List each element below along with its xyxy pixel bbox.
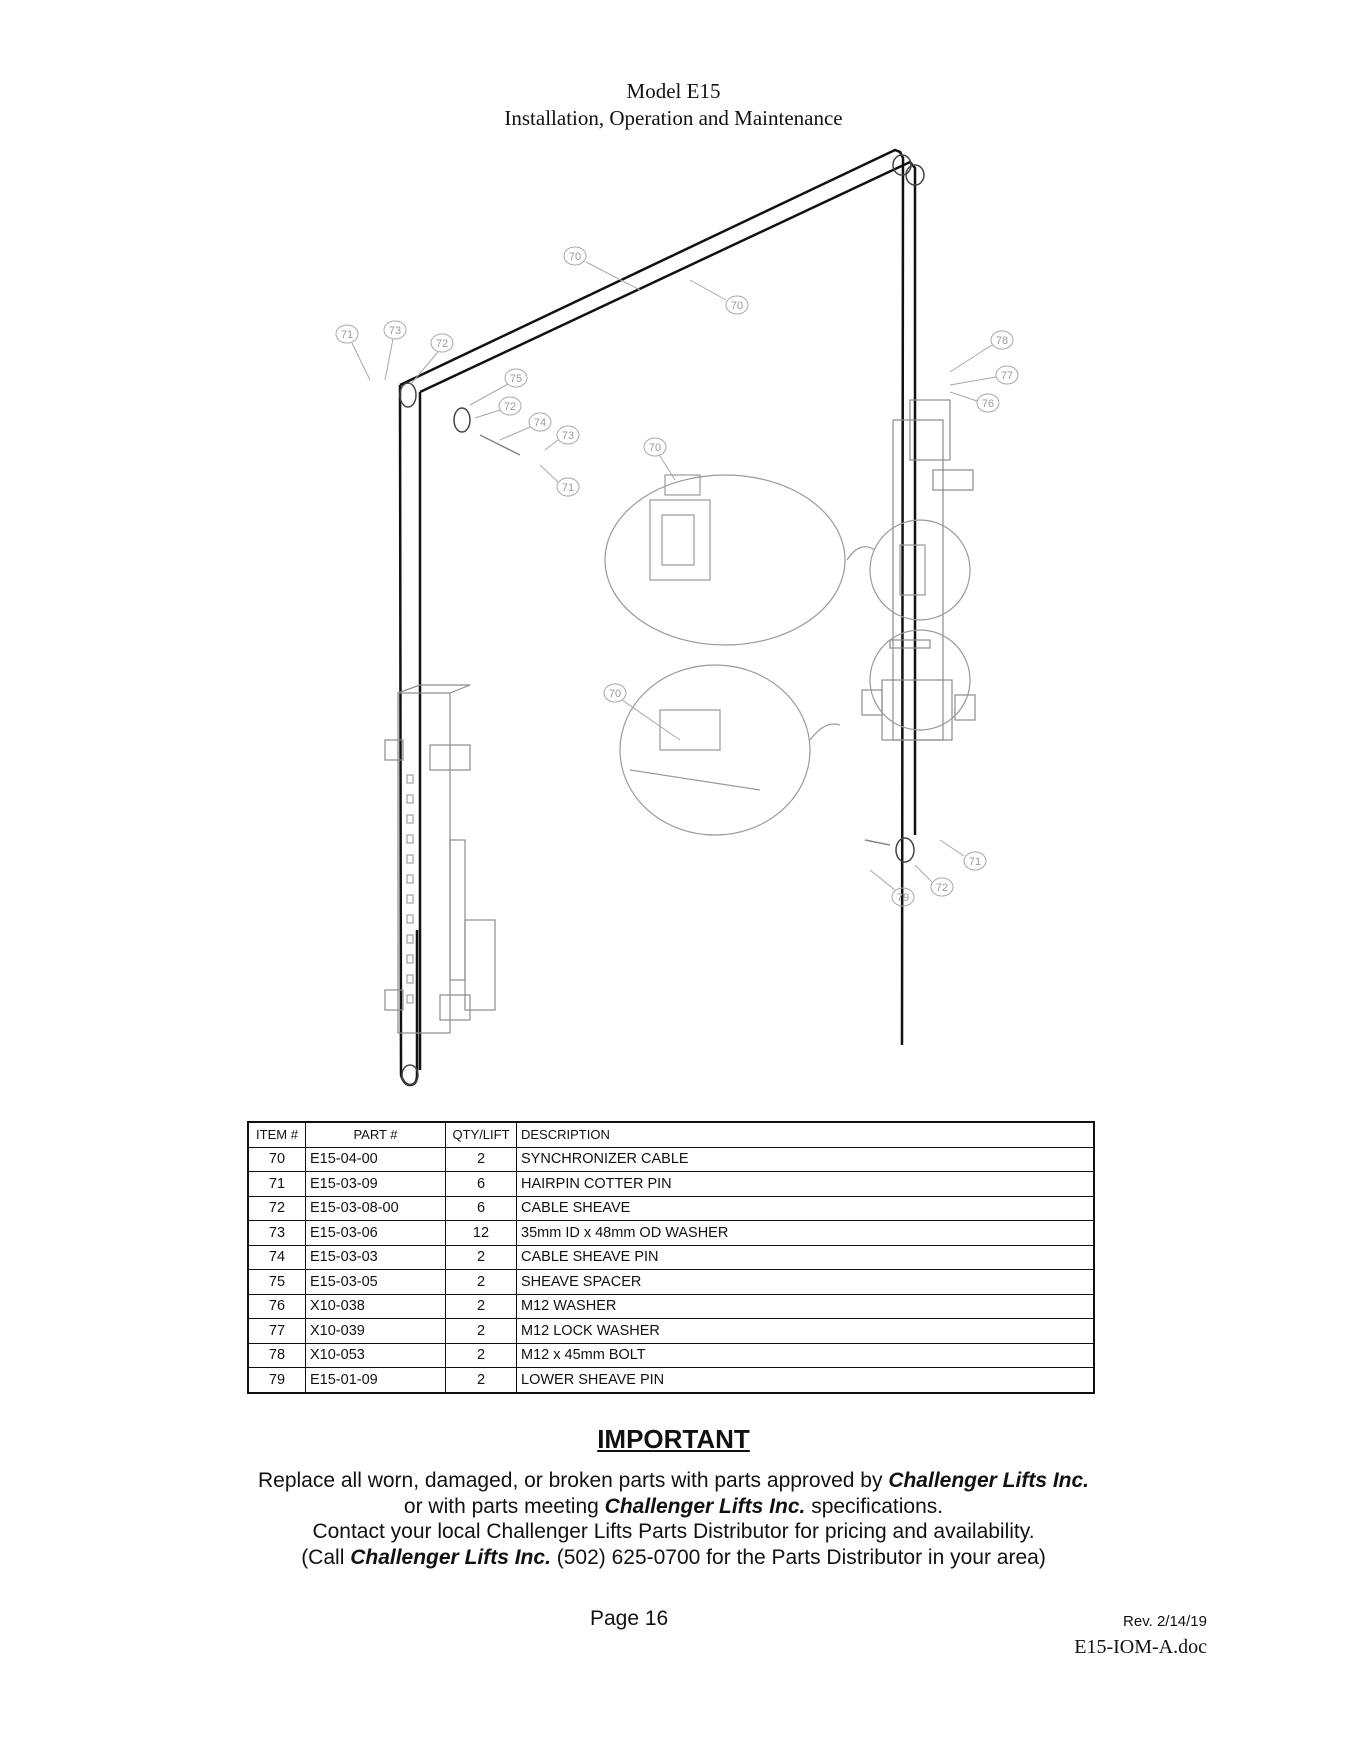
revision-date: Rev. 2/14/19 — [1123, 1613, 1207, 1630]
callout-label: 70 — [608, 688, 622, 700]
notice-text: or with parts meeting — [403, 1494, 605, 1518]
item-number: 71 — [248, 1172, 306, 1197]
callout-label: 73 — [388, 325, 402, 337]
notice-line-2 — [0, 1494, 1347, 1520]
callout-label: 71 — [968, 856, 982, 868]
table-row — [248, 1245, 1094, 1270]
callout-label: 73 — [561, 430, 575, 442]
callout-label: 78 — [995, 335, 1009, 347]
part-number: E15-04-00 — [306, 1147, 446, 1172]
manual-subtitle: Installation, Operation and Maintenance — [504, 106, 843, 130]
table-row — [248, 1319, 1094, 1344]
part-number: E15-03-03 — [306, 1245, 446, 1270]
part-number: E15-03-08-00 — [306, 1196, 446, 1221]
description: 35mm ID x 48mm OD WASHER — [517, 1221, 1095, 1246]
quantity: 2 — [446, 1245, 517, 1270]
notice-line-1 — [0, 1468, 1347, 1494]
notice-line-3: Contact your local Challenger Lifts Parts Distributor for pricing and availability. — [312, 1520, 1035, 1543]
notice-text: Replace all worn, damaged, or broken parts with parts approved by — [257, 1469, 889, 1492]
table-row — [248, 1147, 1094, 1172]
quantity: 2 — [446, 1147, 517, 1172]
notice-text: (502) 625-0700 for the Parts Distributor in your area) — [550, 1545, 1046, 1569]
description: LOWER SHEAVE PIN — [517, 1368, 1095, 1393]
callout-label: 71 — [340, 329, 354, 341]
item-number: 70 — [248, 1147, 306, 1172]
callout-label: 75 — [509, 373, 523, 385]
callout-label: 70 — [568, 251, 582, 263]
item-number: 73 — [248, 1221, 306, 1246]
description: SYNCHRONIZER CABLE — [517, 1147, 1095, 1172]
parts-list-table — [247, 1121, 1095, 1394]
table-row — [248, 1172, 1094, 1197]
part-number: X10-039 — [306, 1319, 446, 1344]
table-row — [248, 1343, 1094, 1368]
callout-label: 74 — [533, 417, 547, 429]
part-number: E15-03-05 — [306, 1270, 446, 1295]
right-column — [862, 400, 975, 740]
description: M12 x 45mm BOLT — [517, 1343, 1095, 1368]
sheave-hardware — [400, 155, 924, 1085]
quantity: 2 — [446, 1270, 517, 1295]
item-number: 79 — [248, 1368, 306, 1393]
callout-label: 76 — [981, 398, 995, 410]
quantity: 6 — [446, 1172, 517, 1197]
description: CABLE SHEAVE — [517, 1196, 1095, 1221]
item-number: 76 — [248, 1294, 306, 1319]
item-number: 78 — [248, 1343, 306, 1368]
column-header-item: ITEM # — [248, 1122, 306, 1147]
notice-text: specifications. — [805, 1494, 944, 1518]
synchronizer-cable — [400, 150, 915, 1085]
column-header-qty: QTY/LIFT — [446, 1122, 517, 1147]
callout-label: 72 — [503, 401, 517, 413]
quantity: 6 — [446, 1196, 517, 1221]
description: HAIRPIN COTTER PIN — [517, 1172, 1095, 1197]
item-number: 75 — [248, 1270, 306, 1295]
quantity: 2 — [446, 1368, 517, 1393]
quantity: 2 — [446, 1343, 517, 1368]
page-number: Page 16 — [590, 1607, 669, 1630]
callout-labels — [341, 251, 1013, 904]
table-row — [248, 1196, 1094, 1221]
description: M12 LOCK WASHER — [517, 1319, 1095, 1344]
callout-label: 77 — [1000, 370, 1014, 382]
quantity: 2 — [446, 1294, 517, 1319]
description: SHEAVE SPACER — [517, 1270, 1095, 1295]
callout-label: 70 — [648, 442, 662, 454]
important-notice — [0, 1468, 1347, 1570]
model-title: Model E15 — [626, 79, 721, 103]
item-number: 74 — [248, 1245, 306, 1270]
description: M12 WASHER — [517, 1294, 1095, 1319]
part-number: X10-038 — [306, 1294, 446, 1319]
description: CABLE SHEAVE PIN — [517, 1245, 1095, 1270]
table-row — [248, 1270, 1094, 1295]
column-header-description: DESCRIPTION — [517, 1122, 1095, 1147]
part-number: X10-053 — [306, 1343, 446, 1368]
company-name: Challenger Lifts Inc. — [888, 1469, 1090, 1492]
quantity: 12 — [446, 1221, 517, 1246]
column-header-part: PART # — [306, 1122, 446, 1147]
table-row — [248, 1294, 1094, 1319]
company-name: Challenger Lifts Inc. — [604, 1494, 806, 1518]
notice-text: (Call — [301, 1545, 351, 1569]
table-header-row — [248, 1122, 1094, 1147]
callout-label: 72 — [435, 338, 449, 350]
notice-line-4 — [0, 1545, 1347, 1571]
part-number: E15-01-09 — [306, 1368, 446, 1393]
quantity: 2 — [446, 1319, 517, 1344]
item-number: 72 — [248, 1196, 306, 1221]
callout-label: 72 — [935, 882, 949, 894]
callout-label: 71 — [561, 482, 575, 494]
callout-label: 79 — [896, 892, 910, 904]
item-number: 77 — [248, 1319, 306, 1344]
document-filename: E15-IOM-A.doc — [1074, 1636, 1207, 1658]
callout-label: 70 — [730, 300, 744, 312]
part-number: E15-03-06 — [306, 1221, 446, 1246]
table-row — [248, 1368, 1094, 1393]
company-name: Challenger Lifts Inc. — [350, 1545, 551, 1569]
important-heading: IMPORTANT — [597, 1424, 750, 1454]
part-number: E15-03-09 — [306, 1172, 446, 1197]
table-row — [248, 1221, 1094, 1246]
